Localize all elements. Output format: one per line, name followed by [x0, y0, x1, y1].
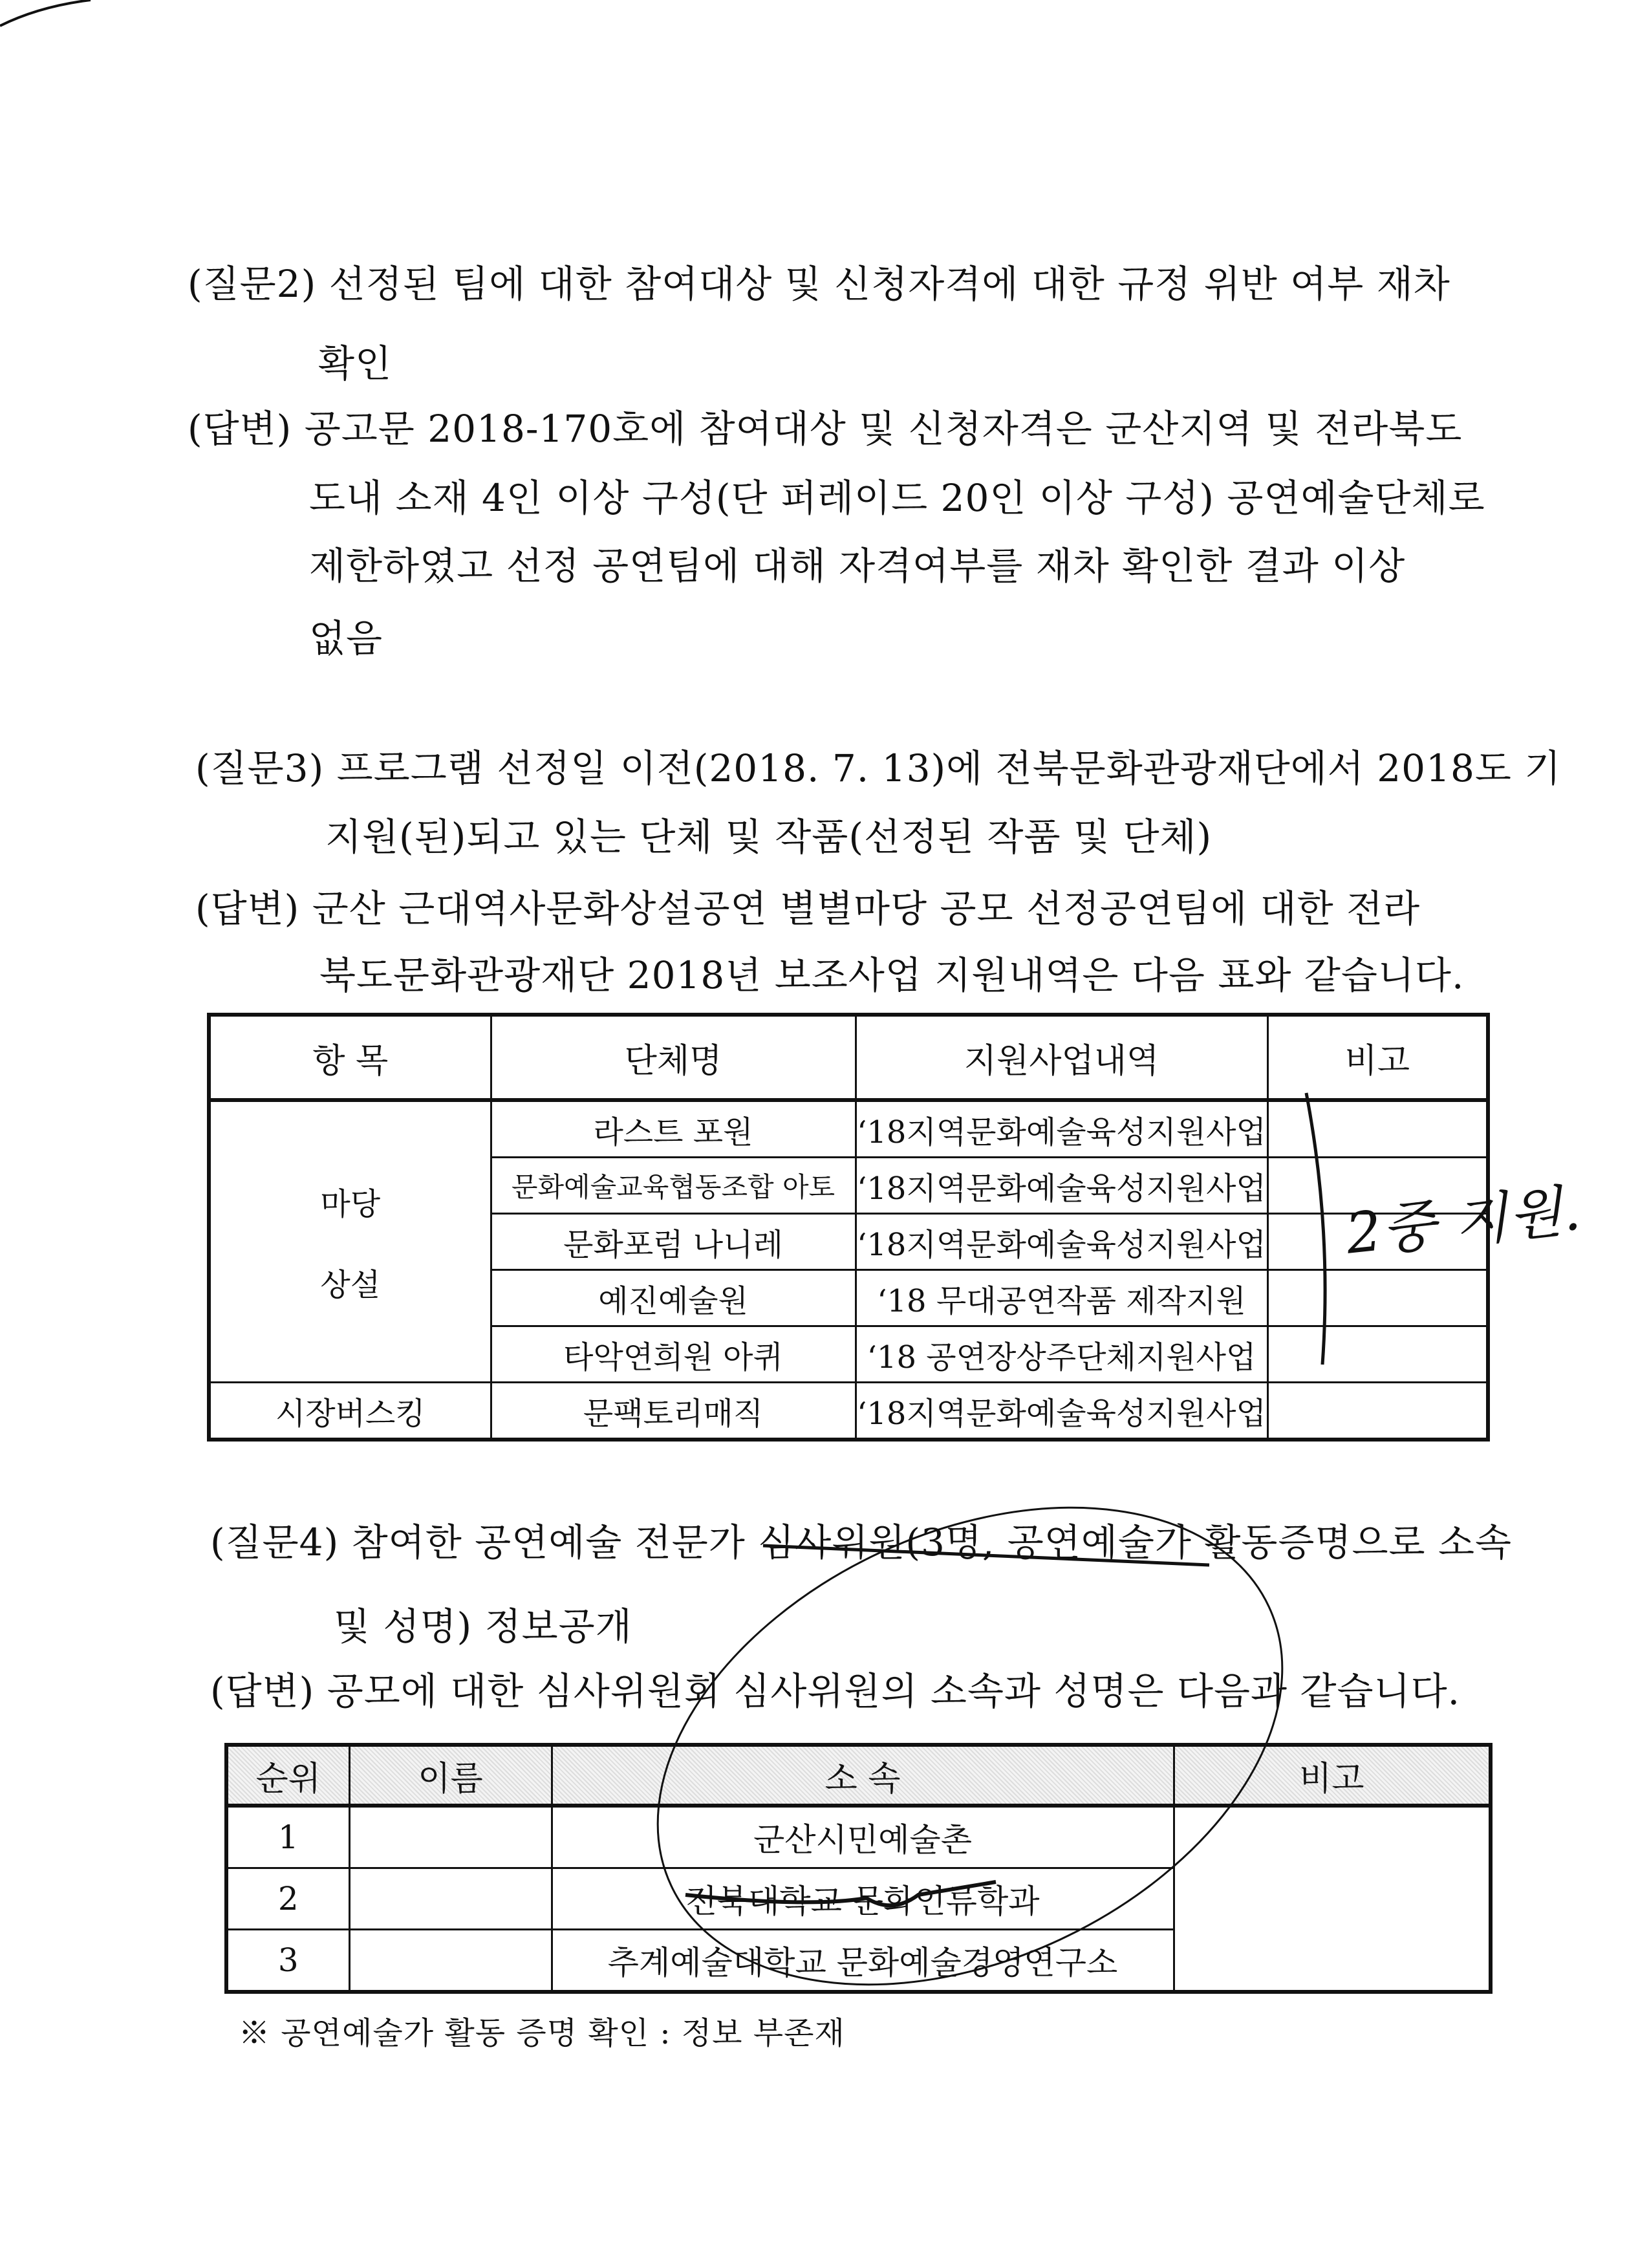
header-rank: 순위	[226, 1745, 349, 1806]
remark	[1174, 1806, 1491, 1992]
table-header-row	[209, 1015, 1488, 1100]
scan-edge-mark	[0, 0, 91, 26]
answer-2-line3: 제한하였고 선정 공연팀에 대해 자격여부를 재차 확인한 결과 이상	[309, 544, 1406, 588]
support-table	[207, 1013, 1490, 1442]
org-name: 문팩토리매직	[491, 1383, 856, 1440]
header-affiliation: 소 속	[552, 1745, 1174, 1806]
header-remark: 비고	[1174, 1745, 1491, 1806]
header-item: 항 목	[209, 1015, 491, 1100]
program: ‘18지역문화예술육성지원사업	[856, 1100, 1267, 1158]
program: ‘18지역문화예술육성지원사업	[856, 1214, 1267, 1270]
org-name: 라스트 포원	[491, 1100, 856, 1158]
remark	[1267, 1326, 1488, 1383]
table-row	[209, 1383, 1488, 1440]
group-busking: 시장버스킹	[209, 1383, 491, 1440]
judge-name	[349, 1868, 552, 1930]
rank: 3	[226, 1930, 349, 1993]
affiliation: 전북대학교 문화인류학과	[552, 1868, 1174, 1930]
header-remark: 비고	[1267, 1015, 1488, 1100]
table-header-row	[226, 1745, 1491, 1806]
program: ‘18지역문화예술육성지원사업	[856, 1158, 1267, 1214]
affiliation: 추계예술대학교 문화예술경영연구소	[552, 1930, 1174, 1993]
group-madang: 마당 상설	[209, 1100, 491, 1383]
question-3-line1: (질문3) 프로그램 선정일 이전(2018. 7. 13)에 전북문화관광재단에서 2018도 기	[195, 746, 1562, 790]
answer-2-line2: 도내 소재 4인 이상 구성(단 퍼레이드 20인 이상 구성) 공연예술단체로	[309, 476, 1485, 520]
question-2-line2: 확인	[318, 341, 393, 385]
footnote: ※ 공연예술가 활동 증명 확인 : 정보 부존재	[239, 2015, 845, 2051]
judges-table	[224, 1743, 1493, 1994]
judge-name	[349, 1930, 552, 1993]
remark	[1267, 1100, 1488, 1158]
org-name: 문화포럼 나니레	[491, 1214, 856, 1270]
program: ‘18 공연장상주단체지원사업	[856, 1326, 1267, 1383]
answer-3-line2: 북도문화관광재단 2018년 보조사업 지원내역은 다음 표와 같습니다.	[319, 953, 1465, 997]
question-4-line1: (질문4) 참여한 공연예술 전문가 심사위원(3명, 공연예술가 활동증명으로 소속	[210, 1520, 1513, 1564]
rank: 1	[226, 1806, 349, 1868]
org-name: 예진예술원	[491, 1270, 856, 1326]
answer-2-line4: 없음	[309, 616, 383, 660]
answer-2-line1: (답변) 공고문 2018-170호에 참여대상 및 신청자격은 군산지역 및 전라북도	[188, 407, 1463, 451]
org-name: 문화예술교육협동조합 아토	[491, 1158, 856, 1214]
remark	[1267, 1383, 1488, 1440]
judge-name	[349, 1806, 552, 1868]
header-org: 단체명	[491, 1015, 856, 1100]
rank: 2	[226, 1868, 349, 1930]
header-name: 이름	[349, 1745, 552, 1806]
answer-4-line1: (답변) 공모에 대한 심사위원회 심사위원의 소속과 성명은 다음과 같습니다.	[210, 1669, 1461, 1713]
answer-3-line1: (답변) 군산 근대역사문화상설공연 별별마당 공모 선정공연팀에 대한 전라	[195, 887, 1421, 931]
question-3-line2: 지원(된)되고 있는 단체 및 작품(선정된 작품 및 단체)	[325, 815, 1212, 859]
program: ‘18지역문화예술육성지원사업	[856, 1383, 1267, 1440]
org-name: 타악연희원 아퀴	[491, 1326, 856, 1383]
header-program: 지원사업내역	[856, 1015, 1267, 1100]
program: ‘18 무대공연작품 제작지원	[856, 1270, 1267, 1326]
affiliation: 군산시민예술촌	[552, 1806, 1174, 1868]
table-row	[209, 1100, 1488, 1158]
handwritten-note: 2중 지원.	[1342, 1178, 1584, 1267]
question-4-line2: 및 성명) 정보공개	[334, 1604, 632, 1648]
remark	[1267, 1270, 1488, 1326]
question-2-line1: (질문2) 선정된 팀에 대한 참여대상 및 신청자격에 대한 규정 위반 여부 재차	[188, 262, 1450, 306]
table-row	[226, 1806, 1491, 1868]
